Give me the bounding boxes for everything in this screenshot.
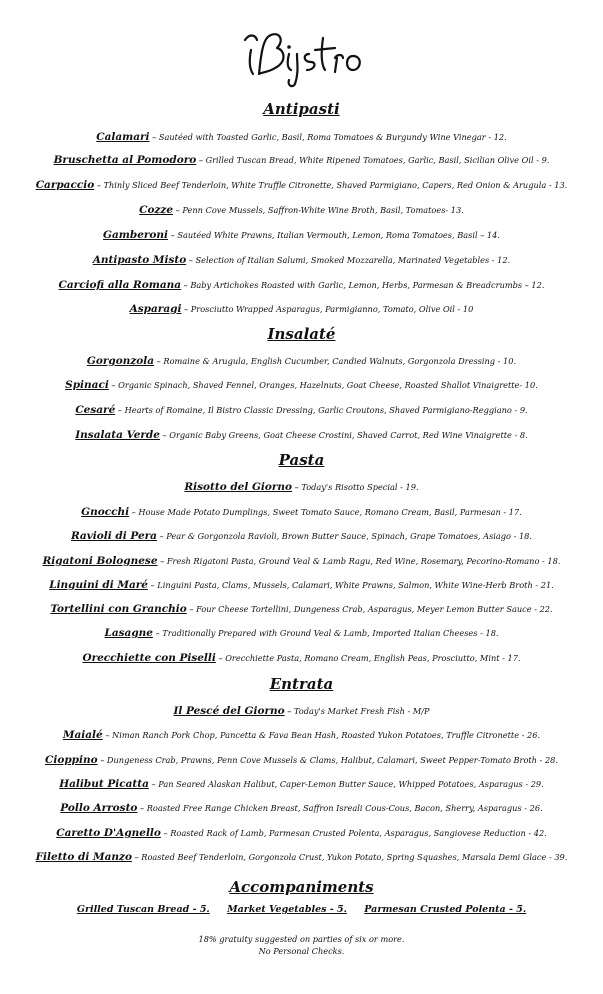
menu-item-description: Romaine & Arugula, English Cucumber, Candied Walnuts, Gorgonzola Dressing - 10. <box>163 356 517 366</box>
section-title-accompaniments: Accompaniments <box>229 878 374 896</box>
menu-item-separator: – <box>173 205 183 215</box>
menu-item <box>0 428 603 442</box>
menu-item-description: Organic Baby Greens, Goat Cheese Crostini, Shaved Carrot, Red Wine Vinaigrette - 8. <box>169 430 528 440</box>
menu-item-name: Carciofi alla Romana <box>58 279 182 291</box>
menu-item-description: Traditionally Prepared with Ground Veal & Lamb, Imported Italian Cheeses - 18. <box>162 628 499 638</box>
menu-item-separator: – <box>156 531 167 541</box>
menu-item-name: Linguini di Maré <box>49 579 148 591</box>
menu-item-description: Organic Spinach, Shaved Fennel, Oranges, Hazelnuts, Goat Cheese, Roasted Shallot Vinaigrette- 10. <box>118 380 538 390</box>
menu-item-name: Pollo Arrosto <box>60 802 138 814</box>
menu-item <box>0 278 603 292</box>
menu-item-description: House Made Potato Dumplings, Sweet Tomato Sauce, Romano Cream, Basil, Parmesan - 17. <box>138 507 522 517</box>
menu-item-description: Thinly Sliced Beef Tenderloin, White Truffle Citronette, Shaved Parmigiano, Capers, Red Onion & Arugula - 13. <box>103 180 568 190</box>
menu-item-separator: – <box>154 356 164 366</box>
menu-item-name: Orecchiette con Piselli <box>82 652 216 664</box>
menu-item <box>0 602 603 616</box>
menu-item-separator: – <box>94 180 104 190</box>
menu-item-name: Asparagi <box>129 303 182 315</box>
menu-item-description: Orecchiette Pasta, Romano Cream, English Peas, Prosciutto, Mint - 17. <box>225 653 521 663</box>
menu-item-description: Today's Market Fresh Fish - M/P <box>293 706 430 716</box>
menu-item-separator: – <box>181 304 191 314</box>
menu-item-separator: – <box>108 380 119 390</box>
menu-item-name: Filetto di Manzo <box>35 851 132 863</box>
menu-item-separator: – <box>102 730 113 740</box>
menu-item-description: Selection of Italian Salumi, Smoked Mozzarella, Marinated Vegetables - 12. <box>195 255 511 265</box>
menu-item <box>0 130 603 144</box>
menu-item-name: Gnocchi <box>81 506 130 518</box>
menu-item-name: Cesaré <box>75 404 116 416</box>
menu-item-description: Sautéed with Toasted Garlic, Basil, Roma Tomatoes & Burgundy Wine Vinegar - 12. <box>158 132 507 142</box>
menu-item <box>0 578 603 592</box>
menu-item-separator: – <box>131 852 142 862</box>
accompaniment-item: Parmesan Crusted Polenta - 5. <box>364 904 527 915</box>
menu-item-name: Carpaccio <box>35 179 95 191</box>
menu-item-separator: – <box>196 155 206 165</box>
menu-item <box>0 704 603 718</box>
section-title: Pasta <box>278 451 325 469</box>
menu-item-separator: – <box>159 430 170 440</box>
menu-item-separator: – <box>186 255 196 265</box>
menu-item <box>0 403 603 417</box>
menu-item-description: Niman Ranch Pork Chop, Pancetta & Fava Bean Hash, Roasted Yukon Potatoes, Truffle Citronette - 26. <box>112 730 541 740</box>
menu-item-description: Pan Seared Alaskan Halibut, Caper-Lemon Butter Sauce, Whipped Potatoes, Asparagus - 29. <box>158 779 544 789</box>
menu-item-separator: – <box>129 507 139 517</box>
menu-item-name: Risotto del Giorno <box>184 481 293 493</box>
menu-item <box>0 777 603 791</box>
menu-item-name: Spinaci <box>65 379 109 391</box>
menu-item-name: Gorgonzola <box>86 355 155 367</box>
menu-item-name: Ravioli di Pera <box>70 530 157 542</box>
menu-item-name: Il Pescé del Giorno <box>173 705 285 717</box>
menu-item <box>0 253 603 267</box>
menu-item-description: Four Cheese Tortellini, Dungeness Crab, Asparagus, Meyer Lemon Butter Sauce - 22. <box>196 604 553 614</box>
menu-item-name: Caretto D'Agnello <box>56 827 161 839</box>
menu-item-name: Cozze <box>139 204 174 216</box>
menu-item-separator: – <box>115 405 125 415</box>
menu-item-separator: – <box>160 828 171 838</box>
menu-item-description: Penn Cove Mussels, Saffron-White Wine Broth, Basil, Tomatoes- 13. <box>182 205 464 215</box>
menu-item-name: Tortellini con Granchio <box>50 603 187 615</box>
menu-item <box>0 378 603 392</box>
menu-item <box>0 354 603 368</box>
menu-item-description: Sautéed White Prawns, Italian Vermouth, Lemon, Roma Tomatoes, Basil – 14. <box>177 230 500 240</box>
menu-item-name: Antipasto Misto <box>92 254 187 266</box>
menu-item <box>0 753 603 767</box>
menu-item-separator: – <box>152 628 163 638</box>
menu-item-separator: – <box>137 803 147 813</box>
menu-item-separator: – <box>215 653 226 663</box>
menu-item-description: Roasted Beef Tenderloin, Gorgonzola Crust, Yukon Potato, Spring Squashes, Marsala Demi Glace - 39. <box>141 852 568 862</box>
menu-item-description: Pear & Gorgonzola Ravioli, Brown Butter Sauce, Spinach, Grape Tomatoes, Asiago - 18. <box>166 531 533 541</box>
menu-item <box>0 228 603 242</box>
menu-item-name: Insalata Verde <box>75 429 160 441</box>
menu-item-separator: – <box>181 280 191 290</box>
menu-item <box>0 626 603 640</box>
menu-item-description: Roasted Free Range Chicken Breast, Saffron Isreali Cous-Cous, Bacon, Sherry, Asparagus - 26. <box>146 803 543 813</box>
menu-item <box>0 153 603 167</box>
section-title: Entrata <box>269 675 334 693</box>
menu-item-description: Prosciutto Wrapped Asparagus, Parmigianno, Tomato, Olive Oil - 10 <box>190 304 474 314</box>
menu-item <box>0 728 603 742</box>
menu-item-description: Today's Risotto Special - 19. <box>301 482 419 492</box>
menu-item <box>0 480 603 494</box>
menu-item-separator: – <box>148 779 159 789</box>
menu-item-separator: – <box>284 706 294 716</box>
menu-item <box>0 529 603 543</box>
section-title: Insalaté <box>267 325 336 343</box>
menu-item <box>0 203 603 217</box>
menu-item <box>0 801 603 815</box>
accompaniments-list <box>0 904 603 915</box>
menu-item-name: Bruschetta al Pomodoro <box>53 154 197 166</box>
menu-item-name: Gamberoni <box>103 229 168 241</box>
menu-item-separator: – <box>292 482 302 492</box>
menu-item-separator: – <box>186 604 197 614</box>
menu-item-separator: – <box>97 755 107 765</box>
menu-item-description: Dungeness Crab, Prawns, Penn Cove Mussels & Clams, Halibut, Calamari, Sweet Pepper-Tomato Broth - 28. <box>106 755 558 765</box>
checks-note: No Personal Checks. <box>258 946 345 956</box>
menu-item-separator: – <box>168 230 178 240</box>
menu-item <box>0 850 603 864</box>
menu-item-description: Linguini Pasta, Clams, Mussels, Calamari, White Prawns, Salmon, White Wine-Herb Broth - 21. <box>157 580 554 590</box>
menu-item <box>0 505 603 519</box>
menu-item-name: Calamari <box>96 131 150 143</box>
menu-item-separator: – <box>157 556 167 566</box>
gratuity-note: 18% gratuity suggested on parties of six or more. <box>198 934 405 944</box>
menu-item <box>0 554 603 568</box>
menu-item-name: Cioppino <box>45 754 98 766</box>
logo-script-mark <box>239 28 367 92</box>
menu-item-name: Halibut Picatta <box>59 778 149 790</box>
menu-item <box>0 302 603 316</box>
menu-item-separator: – <box>147 580 158 590</box>
section-title: Antipasti <box>263 100 340 118</box>
accompaniment-item: Grilled Tuscan Bread - 5. <box>76 904 210 915</box>
menu-item <box>0 178 603 192</box>
menu-item-separator: – <box>149 132 159 142</box>
menu-item <box>0 826 603 840</box>
menu-item-description: Grilled Tuscan Bread, White Ripened Tomatoes, Garlic, Basil, Sicilian Olive Oil - 9. <box>205 155 550 165</box>
accompaniment-item: Market Vegetables - 5. <box>227 904 347 915</box>
menu-item-description: Hearts of Romaine, Il Bistro Classic Dressing, Garlic Croutons, Shaved Parmigiano-Reggiano - 9. <box>124 405 528 415</box>
menu-item-name: Maialé <box>62 729 103 741</box>
menu-item-name: Lasagne <box>104 627 153 639</box>
menu-item-description: Roasted Rack of Lamb, Parmesan Crusted Polenta, Asparagus, Sangiovese Reduction - 42. <box>170 828 547 838</box>
restaurant-logo <box>239 28 367 92</box>
menu-item <box>0 651 603 665</box>
menu-item-description: Fresh Rigatoni Pasta, Ground Veal & Lamb Ragu, Red Wine, Rosemary, Pecorino-Romano - 18. <box>166 556 561 566</box>
menu-item-name: Rigatoni Bolognese <box>42 555 158 567</box>
menu-item-description: Baby Artichokes Roasted with Garlic, Lemon, Herbs, Parmesan & Breadcrumbs – 12. <box>190 280 545 290</box>
